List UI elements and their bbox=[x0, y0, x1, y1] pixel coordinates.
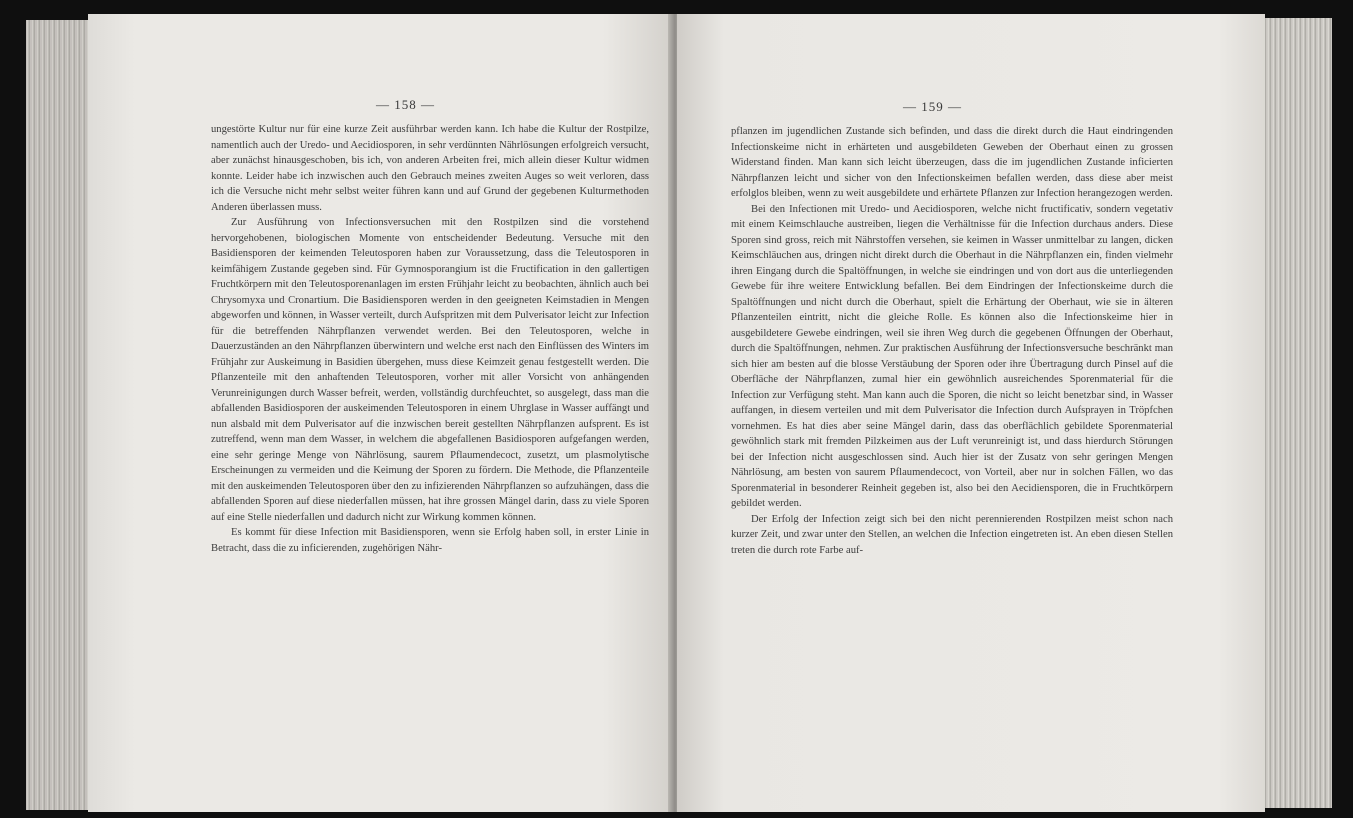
left-page bbox=[88, 14, 673, 812]
page-number-left: — 158 — bbox=[376, 97, 435, 112]
book-page-edges-left bbox=[26, 20, 88, 810]
paragraph: Zur Ausführung von Infectionsversuchen mit den Rostpilzen sind die vorstehend hervorgehobenen, biologischen Momente von entscheidender Bedeutung. Versuche mit den Basidiensporen der keimenden Teleutosporen haben zur Voraussetzung, dass die Teleutosporen in keimfähigem Zustande gegeben sind. Für Gymnosporangium ist die Fructification in den gallertigen Fruchtkörpern mit den Teleutosporenanlagen im ersten Frühjahr leicht zu beobachten, ähnlich auch bei Chrysomyxa und Cronartium. Die Basidiensporen werden in den geeigneten Keimstadien in Mengen abgeworfen und können, in Wasser verteilt, durch Aufspritzen mit dem Pulverisator leicht zur Infection für die betreffenden Nährpflanzen verwendet werden. Bei den Teleutosporen, welche in Dauerzuständen an den Nährpflanzen überwintern und welche erst nach den Einflüssen des Winters im Frühjahr zur Auskeimung in Basidien übergehen, muss diese Keimzeit genau festgestellt werden. Die Pflanzenteile mit den anhaftenden Teleutosporen, vorher mit aller Vorsicht von anhängenden Verunreinigungen durch Wasser befreit, werden, vollständig durchfeuchtet, so ausgelegt, dass man die abfallenden Basidiosporen der auskeimenden Teleutosporen in einem Uhrglase in Wasser auffängt und nun alsbald mit dem Pulverisator auf die inzwischen bereit gestellten Nährpflanzen aufsprent. Es ist zutreffend, wenn man dem Wasser, in welchem die abgefallenen Basidiosporen aufgefangen werden, eine sehr geringe Menge von Nährlösung, saurem Pflaumendecoct, zusetzt, um plasmolytische Erscheinungen zu vermeiden und die Keimung der Sporen zu fördern. Die Methode, die Pflanzenteile mit den auskeimenden Teleutosporen über den zu infizierenden Nährpflanzen so aufzuhängen, dass die abfallenden Sporen auf diese niederfallen müssen, hat ihre grossen Mängel darin, dass zu viele Sporen auf eine Stelle niederfallen und dadurch nicht zur Wirkung kommen können. bbox=[211, 217, 649, 523]
paragraph: Es kommt für diese Infection mit Basidiensporen, wenn sie Erfolg haben soll, in erster Linie in Betracht, dass die zu inficierenden, zugehörigen Nähr- bbox=[211, 527, 649, 554]
book-page-edges-right bbox=[1262, 18, 1332, 808]
page-number-right: — 159 — bbox=[903, 99, 962, 114]
right-page-body bbox=[731, 124, 1173, 558]
paragraph: Der Erfolg der Infection zeigt sich bei den nicht perennierenden Rostpilzen meist schon nach kurzer Zeit, und zwar unter den Stellen, an welchen die Infection eingetreten ist. An eben diesen Stellen treten die durch rote Farbe auf- bbox=[731, 513, 1173, 556]
right-page bbox=[677, 14, 1265, 812]
paragraph: pflanzen im jugendlichen Zustande sich befinden, und dass die direkt durch die Haut eindringenden Infectionskeime nicht in erhärteten und ausgebildeten Geweben der Oberhaut einen zu grossen Widerstand finden. Man kann sich leicht überzeugen, dass die im jugendlichen Zustande inficierten Nährpflanzen leicht und sicher von den Infectionskeimen befallen werden, dass diese aber meist erfolglos bleiben, wenn zu weit ausgebildete und erhärtete Pflanzen zur Infection herangezogen werden. bbox=[731, 126, 1173, 199]
left-page-body bbox=[211, 122, 649, 556]
paragraph: ungestörte Kultur nur für eine kurze Zeit ausführbar werden kann. Ich habe die Kultur der Rostpilze, namentlich auch der Uredo- und Aecidiosporen, in sehr verdünnten Nährlösungen erfolgreich versucht, aber zunächst hinausgeschoben, bis ich, von anderen Arbeiten frei, mich allein dieser Kultur widmen konnte. Leider habe ich inzwischen auch den Gebrauch meines zweiten Auges so weit verloren, dass ich die Versuche nicht mehr selbst weiter führen kann und auf Grund der gegebenen Kulturmethoden Anderen überlassen muss. bbox=[211, 124, 649, 213]
paragraph: Bei den Infectionen mit Uredo- und Aecidiosporen, welche nicht fructificativ, sondern vegetativ mit einem Keimschlauche austreiben, liegen die Verhältnisse für die Infection durchaus anders. Diese Sporen sind gross, reich mit Nährstoffen versehen, sie keimen in Wasser unmittelbar zu langen, dicken Keimschläuchen aus, dringen nicht direkt durch die Oberhaut in die Nährpflanzen ein, finden vielmehr ihren Eingang durch die Spaltöffnungen, in welche sie eindringen und von dort aus die unterliegenden Gewebe für ihre weitere Entwicklung befallen. Bei dem Eindringen der Infectionskeime durch die Spaltöffnungen und nicht durch die Oberhaut, spielt die Erhärtung der Oberhaut, wie sie in älteren Pflanzenteilen eintritt, nicht die gleiche Rolle. Es können also die Infectionskeime hier in ausgebildetere Gewebe eindringen, weil sie ihren Weg durch die gegebenen Öffnungen der Oberhaut, durch die Spaltöffnungen, nehmen. Zur praktischen Ausführung der Infectionsversuche beschränkt man sich hier am besten auf die blosse Verstäubung der Sporen oder ihre Übertragung durch Pinsel auf die Oberfläche der Nährpflanzen, zumal hier ein gewöhnlich ausreichendes Sporenmaterial für die Infection zur Verfügung steht. Man kann auch die Sporen, die nicht so leicht benetzbar sind, in Wasser auffangen, in diesem verteilen und mit dem Pulverisator die Infection durch Aufsprayen in Tröpfchen vornehmen. Es hat dies aber seine Mängel darin, dass das oberflächlich gebildete Sporenmaterial gewöhnlich stark mit fremden Pilzkeimen aus der Luft verunreinigt ist, und dass hierdurch Störungen bei der Infection nicht ausgeschlossen sind. Auch hier ist der Zusatz von sehr geringen Mengen Nährlösung, am besten von saurem Pflaumendecoct, von Vorteil, aber nur in solchen Fällen, wo das Sporenmaterial in besonderer Reinheit gegeben ist, also bei den Aecidiensporen, die in Fruchtkörpern gebildet werden. bbox=[731, 203, 1173, 509]
